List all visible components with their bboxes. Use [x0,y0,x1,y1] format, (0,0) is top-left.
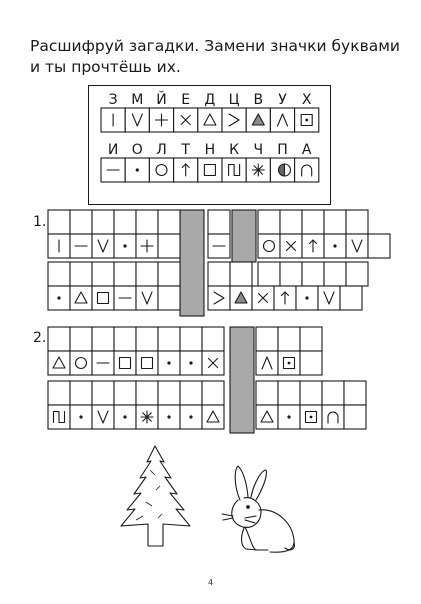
answer-cell[interactable] [322,405,344,429]
instruction-line-2: и ты прочтёшь их. [30,58,181,76]
dot-icon [189,415,192,418]
answer-cell[interactable] [70,327,92,351]
puzzle-number: 2. [33,330,47,346]
answer-cell[interactable] [256,327,278,351]
answer-cell[interactable] [344,381,366,405]
answer-cell[interactable] [346,262,368,286]
key-letter: Е [181,92,191,108]
asterisk-icon [252,164,264,176]
answer-cell[interactable] [202,405,224,429]
rabbit-icon [222,466,294,552]
key-letter: Й [156,92,167,108]
answer-cell[interactable] [92,286,114,310]
puzzle-1 [33,210,390,316]
key-cell[interactable] [149,158,173,182]
key-letter: Х [301,92,312,108]
key-letter: В [253,92,264,108]
answer-cell[interactable] [258,210,280,234]
answer-cell[interactable] [256,381,278,405]
answer-cell[interactable] [136,262,158,286]
key-letter: К [229,142,240,158]
answer-cell[interactable] [158,327,180,351]
answer-cell[interactable] [230,262,252,286]
key-letter: З [108,92,118,108]
answer-cell[interactable] [158,262,180,286]
puzzle-number: 1. [33,214,47,230]
answer-cell[interactable] [136,286,158,310]
key-letter: И [107,142,119,158]
key-letter: Л [156,142,167,158]
answer-cell[interactable] [136,210,158,234]
answer-cell[interactable] [208,262,230,286]
answer-cell[interactable] [258,262,280,286]
answer-cell[interactable] [158,234,180,258]
instruction-line-1: Расшифруй загадки. Замени значки буквами [30,37,400,55]
dot-icon [167,415,170,418]
answer-cell[interactable] [70,262,92,286]
dot-icon [136,168,139,171]
answer-cell[interactable] [114,262,136,286]
answer-cell[interactable] [180,327,202,351]
answer-cell[interactable] [92,405,114,429]
answer-cell[interactable] [208,286,230,310]
key-letter: Т [181,142,190,158]
answer-cell[interactable] [256,351,278,375]
answer-cell[interactable] [114,381,136,405]
key-cell[interactable] [198,108,222,132]
answer-cell[interactable] [92,262,114,286]
key-cell[interactable] [270,108,294,132]
answer-cell[interactable] [322,381,344,405]
key-letter: У [278,92,287,108]
answer-cell[interactable] [300,381,322,405]
answer-cell[interactable] [92,234,114,258]
answer-cell[interactable] [70,210,92,234]
answer-cell[interactable] [256,405,278,429]
page-number: 4 [207,578,214,587]
dot-icon [189,361,192,364]
key-letter: Ч [253,142,264,158]
key-cell[interactable] [125,108,149,132]
answer-cell[interactable] [70,351,92,375]
key-cell[interactable] [222,108,246,132]
answer-cell[interactable] [208,210,230,234]
key-letter: П [277,142,288,158]
answer-cell[interactable] [202,327,224,351]
answer-cell[interactable] [318,286,340,310]
answer-cell[interactable] [278,327,300,351]
answer-cell[interactable] [48,262,70,286]
answer-cell[interactable] [202,381,224,405]
key-letter: М [131,92,144,108]
answer-cell[interactable] [114,351,136,375]
answer-cell[interactable] [48,381,70,405]
answer-cell[interactable] [302,262,324,286]
dot-icon [123,244,126,247]
dot-icon [287,415,290,418]
answer-cell[interactable] [92,327,114,351]
key-cell[interactable] [295,158,319,182]
dot-icon [79,415,82,418]
key-letter: О [131,142,143,158]
answer-cell[interactable] [324,210,346,234]
dot-icon [123,415,126,418]
word-separator [232,210,256,262]
key-letter: Д [204,92,216,108]
key-cell[interactable] [198,158,222,182]
answer-cell[interactable] [340,286,362,310]
answer-cell[interactable] [92,381,114,405]
dot-icon [305,296,308,299]
answer-cell[interactable] [70,381,92,405]
answer-cell[interactable] [258,234,280,258]
answer-cell[interactable] [136,381,158,405]
dot-icon [57,296,60,299]
answer-cell[interactable] [346,234,368,258]
answer-cell[interactable] [344,405,366,429]
answer-cell[interactable] [70,286,92,310]
answer-cell[interactable] [280,262,302,286]
answer-cell[interactable] [180,381,202,405]
answer-cell[interactable] [278,381,300,405]
dot-icon [167,361,170,364]
answer-cell[interactable] [48,351,70,375]
answer-cell[interactable] [302,210,324,234]
key-letter: Н [204,142,216,158]
answer-cell[interactable] [48,327,70,351]
answer-cell[interactable] [136,327,158,351]
answer-cell[interactable] [92,210,114,234]
answer-cell[interactable] [114,327,136,351]
answer-cell[interactable] [300,351,322,375]
word-separator [180,210,204,316]
answer-cell[interactable] [324,262,346,286]
answer-cell[interactable] [158,210,180,234]
dot-icon [333,244,336,247]
fir-tree-icon [121,446,190,546]
answer-cell[interactable] [136,351,158,375]
answer-cell[interactable] [158,286,180,310]
answer-cell[interactable] [368,234,390,258]
key-letter: Ц [228,92,240,108]
answer-cell[interactable] [300,327,322,351]
answer-cell[interactable] [346,210,368,234]
key-letter: А [301,142,312,158]
asterisk-icon [141,411,153,423]
cipher-key [101,90,319,182]
answer-cell[interactable] [158,381,180,405]
puzzle-2 [33,327,366,433]
answer-cell[interactable] [114,210,136,234]
answer-cell[interactable] [280,210,302,234]
answer-cell[interactable] [48,210,70,234]
word-separator [230,327,254,433]
